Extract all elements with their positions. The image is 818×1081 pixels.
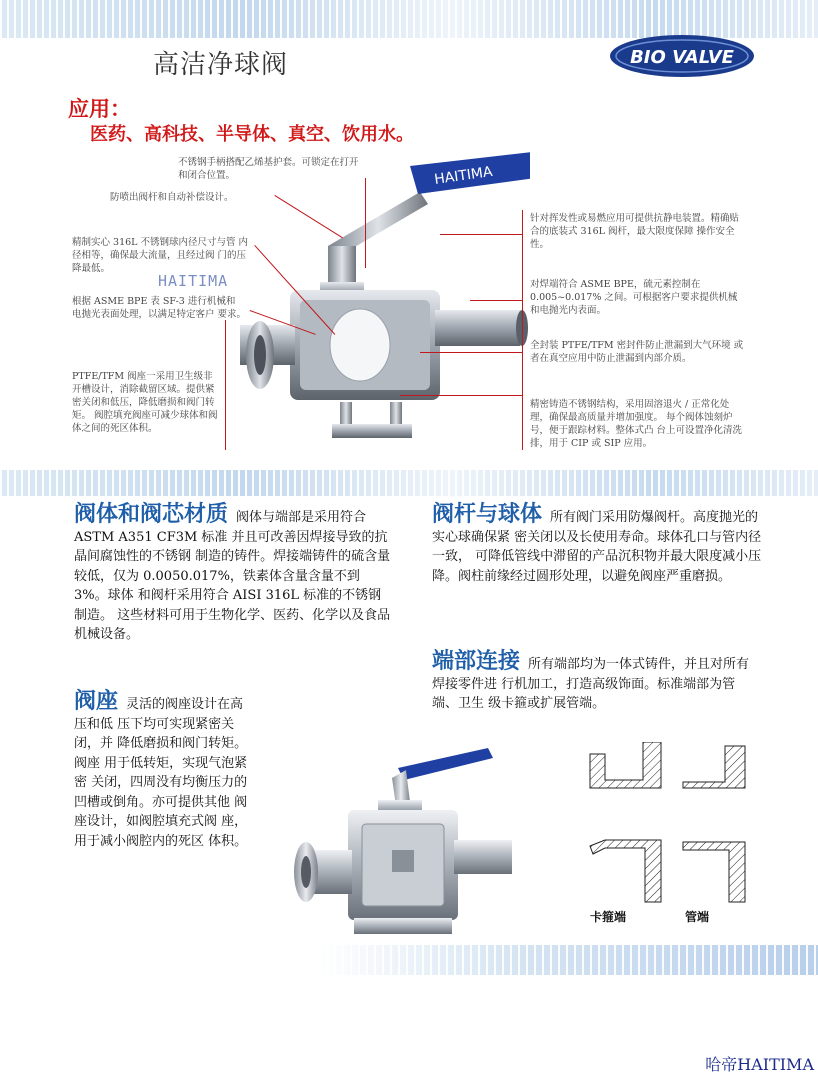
callout-antistatic: 针对挥发性或易燃应用可提供抗静电装置。精确贴合的底装式 316L 阀杆，最大限度保障 操作安全性。 <box>530 213 740 250</box>
biovalve-logo <box>608 32 756 80</box>
watermark: HAITIMA <box>158 272 229 290</box>
section-heading: 阀杆与球体 <box>432 502 543 527</box>
valve-photo <box>288 740 518 950</box>
handle-brand: HAITIMA <box>433 163 494 188</box>
callout-seat: PTFE/TFM 阀座一采用卫生级非 开槽设计，消除截留区域。提供紧密关闭和低压，降低磨损和阀门转矩。 阀腔填充阀座可减少球体和阀 体之间的死区体积。 <box>72 371 218 434</box>
callout-casting: 精密铸造不锈钢结构，采用固溶退火 / 正常化处理，确保最高质量并增加强度。 每个阀体蚀刻炉号，便于跟踪材料。整体式凸 台上可设置净化清洗排，用于 CIP 或 SIP 应用。 <box>530 399 743 449</box>
section-text: 所有端部均为一体式铸件，并且对所有焊接零件进 行机加工，打造高级饰面。标准端部为管端、卫生 级卡箍或扩展管端。 <box>432 657 750 711</box>
callout-finish: 根据 ASME BPE 表 SF-3 进行机械和 电抛光表面处理，以满足特定客户 要求。 <box>72 296 247 320</box>
section-heading: 端部连接 <box>432 649 521 674</box>
leader-line <box>365 178 366 268</box>
leader-line <box>440 234 522 235</box>
callout-ball: 精制实心 316L 不锈钢球内径尺寸与管 内径相等，确保最大流量，且经过阀 门的压降最低。 <box>72 237 249 274</box>
logo-text: BIO VALVE <box>630 47 734 68</box>
callout-handle: 不锈钢手柄搭配乙烯基护套。可锁定在打开和闭合位置。 <box>178 157 359 181</box>
application-list: 医药、高科技、半导体、真空、饮用水。 <box>90 124 414 145</box>
section-text: 灵活的阀座设计在高压和低 压下均可实现紧密关闭，并 降低磨损和阀门转矩。阀座 用于低转矩，实现气泡紧密 关闭，四周没有均衡压力的 凹槽或倒角。亦可提供其他 阀座设计，如阀腔填充式阀 座，用于减小阀腔内的死区 体积。 <box>74 697 248 849</box>
leader-line <box>522 210 523 450</box>
callout-weld-ends: 对焊端符合 ASME BPE，硫元素控制在 0.005~0.017% 之间。可根据客户要求提供机械和电抛光内表面。 <box>530 279 738 316</box>
section-heading: 阀体和阀芯材质 <box>74 502 229 527</box>
footer-brand: 哈帝HAITIMA <box>705 1055 814 1074</box>
leader-line <box>400 395 522 396</box>
application-label: 应用： <box>68 96 131 121</box>
end-connection-diagrams <box>585 742 750 907</box>
section-body-material <box>74 502 392 645</box>
section-stem-ball <box>432 502 764 586</box>
leader-line <box>420 352 522 353</box>
label-clamp-end: 卡箍端 <box>590 910 627 924</box>
callout-stem: 防喷出阀杆和自动补偿设计。 <box>110 192 234 203</box>
page-title: 高洁净球阀 <box>153 50 289 80</box>
section-heading: 阀座 <box>74 689 119 714</box>
section-text: 所有阀门采用防爆阀杆。高度抛光的实心球确保紧 密关闭以及长使用寿命。球体孔口与管内径一致， 可降低管线中滞留的产品沉积物并最大限度减小压 降。阀柱前缘经过圆形处理，以避免阀座严重磨损。 <box>432 510 762 584</box>
section-seat <box>74 689 256 851</box>
section-text: 阀体与端部是采用符合 ASTM A351 CF3M 标准 并且可改善因焊接导致的抗晶间腐蚀性的不锈钢 制造的铸件。焊接端铸件的硫含量较低，仅为 0.0050.017%，铁素体含量含量不到 3%。球体 和阀杆采用符合 AISI 316L 标准的不锈钢制造。 这些材料可用于生物化学、医药、化学以及食品 机械设备。 <box>74 510 391 642</box>
leader-line <box>225 320 226 450</box>
callout-seal: 全封装 PTFE/TFM 密封件防止泄漏到大气环境 或者在真空应用中防止泄漏到内部介质。 <box>530 340 744 364</box>
label-tube-end: 管端 <box>685 910 710 924</box>
divider-band <box>0 470 818 496</box>
leader-line <box>470 300 522 301</box>
bottom-decor-band <box>318 945 818 975</box>
section-end-connections <box>432 649 760 714</box>
